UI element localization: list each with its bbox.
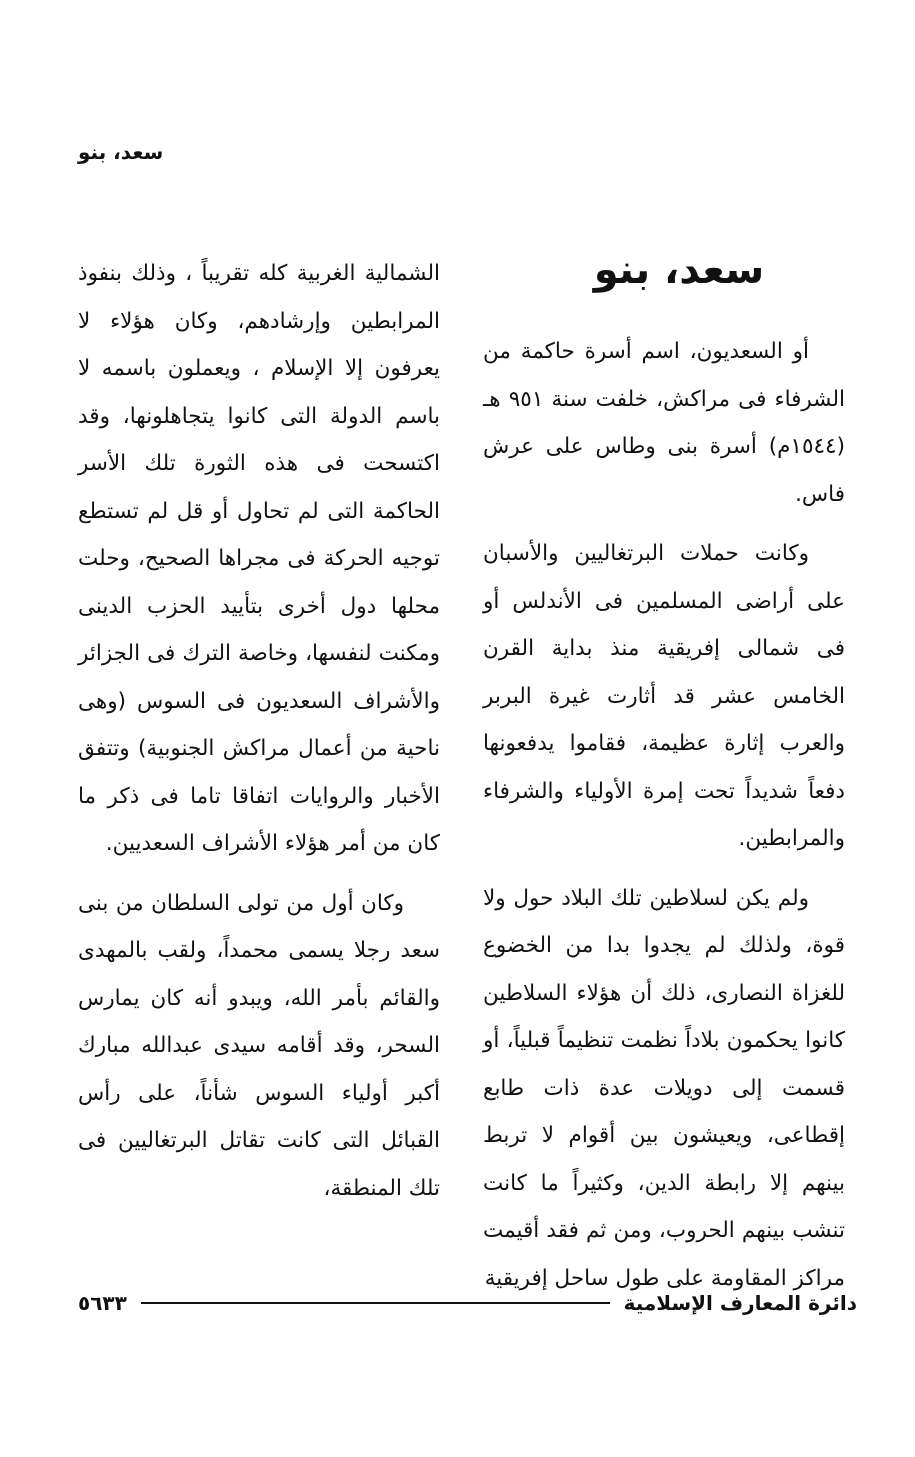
paragraph: وكان أول من تولى السلطان من بنى سعد رجلا يسمى محمداً، ولقب بالمهدى والقائم بأمر الله، ويبدو أنه كان يمارس السحر، وقد أقامه سيدى عبدالله مبارك أكبر أولياء السوس شأناً، على رأس القبائل التى كانت تقاتل البرتغاليين فى تلك المنطقة،: [78, 890, 440, 1201]
footer-rule: [141, 1302, 610, 1304]
paragraph: وكانت حملات البرتغاليين والأسبان على أراضى المسلمين فى الأندلس أو فى شمالى إفريقية منذ بداية القرن الخامس عشر قد أثارت غيرة البربر والعرب إثارة عظيمة، فقاموا يدفعونها دفعاً شديداً تحت إمرة الأولياء والشرفاء والمرابطين.: [483, 541, 845, 851]
page-footer: [78, 1288, 857, 1318]
paragraph: ولم يكن لسلاطين تلك البلاد حول ولا قوة، ولذلك لم يجدوا بدا من الخضوع للغزاة النصارى، ذلك أن هؤلاء السلاطين كانوا يحكمون بلاداً نظمت تنظيماً قبلياً، أو قسمت إلى دويلات عدة ذات طابع إقطاعى، ويعيشون بين أقوام لا تربط بينهم إلا رابطة الدين، وكثيراً ما كانت تنشب بينهم الحروب، ومن ثم فقد أقيمت مراكز المقاومة على طول ساحل إفريقية: [483, 885, 845, 1291]
paragraph: أو السعديون، اسم أسرة حاكمة من الشرفاء فى مراكش، خلفت سنة ٩٥١ هـ (١٥٤٤م) أسرة بنى وطاس على عرش فاس.: [483, 339, 845, 507]
paragraph: الشمالية الغربية كله تقريباً ، وذلك بنفوذ المرابطين وإرشادهم، وكان هؤلاء لا يعرفون إلا الإسلام ، ويعملون باسمه لا باسم الدولة التى كانوا يتجاهلونها، وقد اكتسحت فى هذه الثورة تلك الأسر الحاكمة التى لم تحاول أو قل لم تستطع توجيه الحركة فى مجراها الصحيح، وحلت محلها دول أخرى بتأييد الحزب الدينى ومكنت لنفسها، وخاصة الترك فى الجزائر والأشراف السعديون فى السوس (وهى ناحية من أعمال مراكش الجنوبية) وتتفق الأخبار والروايات اتفاقا تاما فى ذكر ما كان من أمر هؤلاء الأشراف السعديين.: [78, 261, 440, 856]
right-column: [483, 242, 845, 1314]
article-title: سعد، بنو: [593, 247, 765, 293]
page-number: ٥٦٣٣: [78, 1291, 127, 1315]
running-head: سعد، بنو: [78, 140, 164, 164]
left-column: [78, 250, 440, 1224]
footer-publication-name: دائرة المعارف الإسلامية: [623, 1291, 857, 1315]
